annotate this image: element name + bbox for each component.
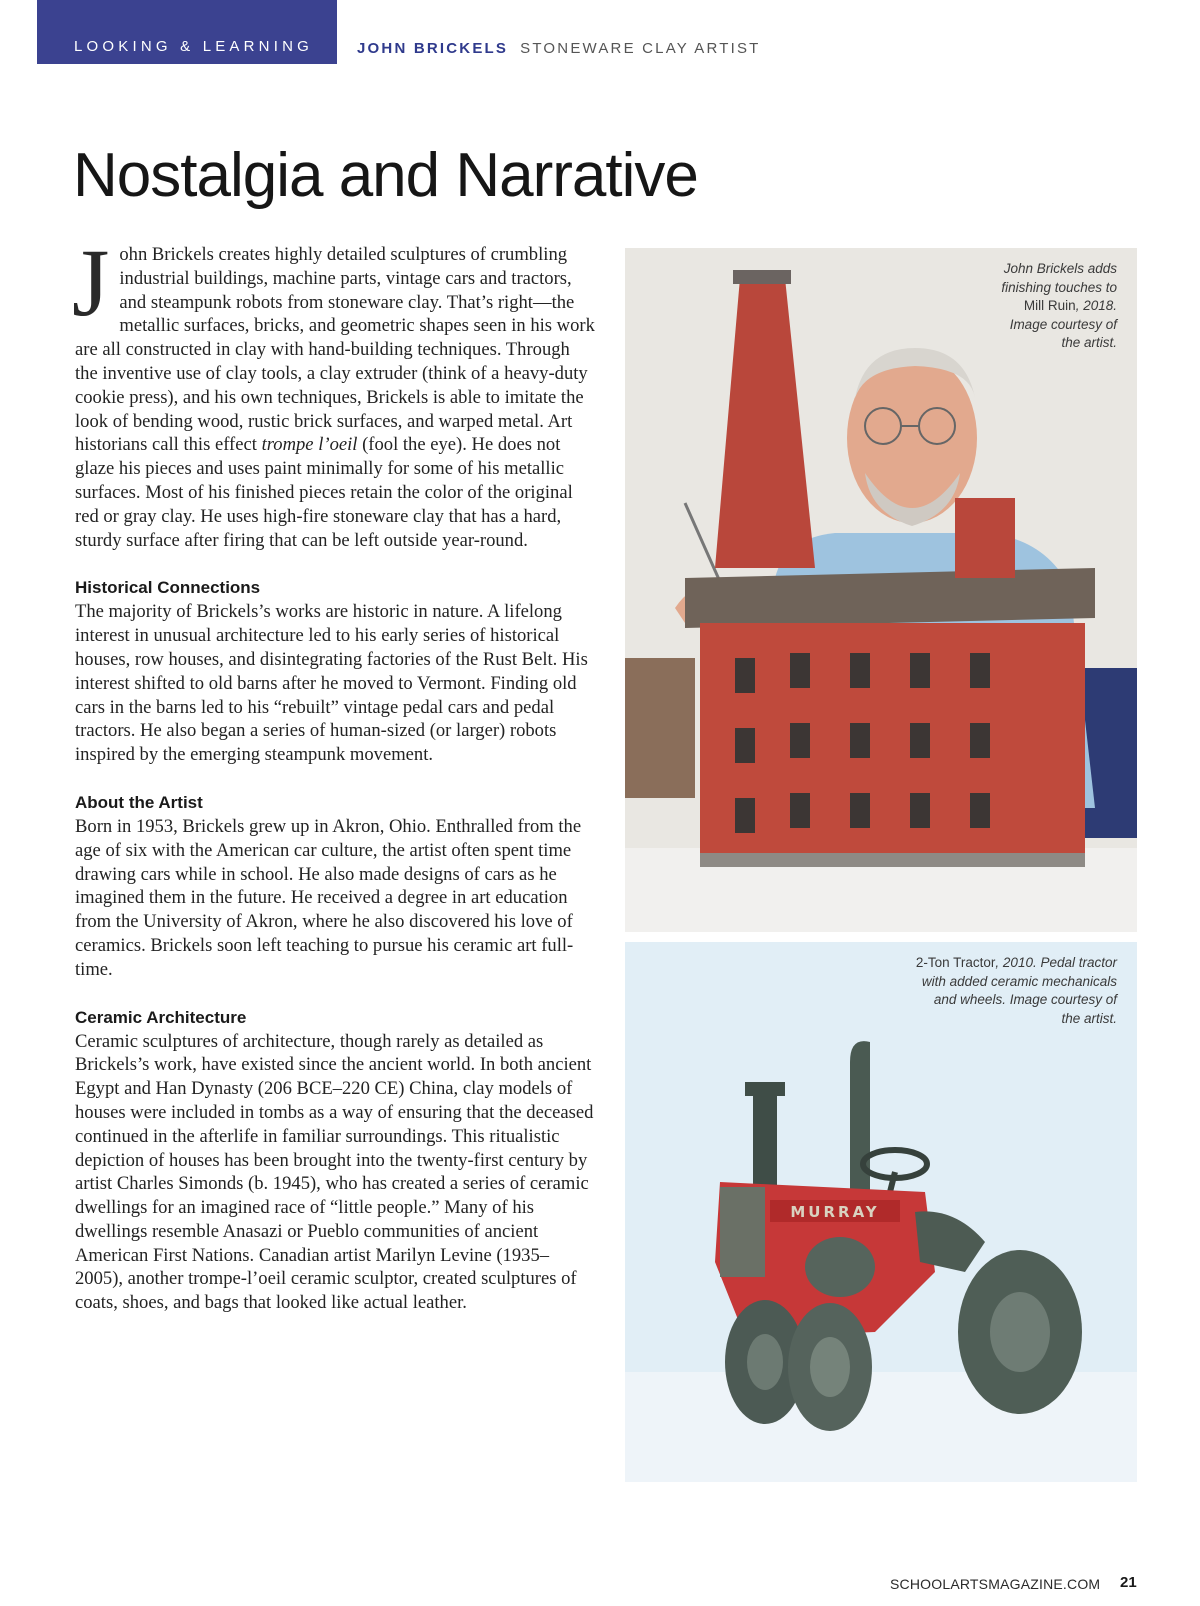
tractor-photo (625, 942, 1137, 1482)
section-label: LOOKING & LEARNING (74, 38, 313, 55)
mill-caption-credit: Image courtesy of the artist. (1009, 316, 1117, 350)
artist-name: JOHN BRICKELS (357, 40, 509, 57)
tractor-caption-title: 2-Ton Tractor (915, 955, 996, 970)
intro-paragraph (72, 229, 595, 552)
mill-caption-title: Mill Ruin (1023, 298, 1076, 313)
tractor-badge-text: MURRAY (790, 1203, 880, 1221)
intro-italic-term: trompe l’oeil (261, 434, 358, 456)
mill-ruin-caption (997, 260, 1117, 353)
intro-text-end: (fool the eye). He does not glaze his pieces and uses paint minimally for some of his metallic surfaces. Most of his finished pieces retain the color of the original red or gray clay. He uses high-fire stoneware clay that has a hard, sturdy surface after firing that can be left outside year-round. (75, 434, 573, 551)
mill-caption-year: 2018. (1083, 298, 1117, 313)
footer-site: SCHOOLARTSMAGAZINE.COM (890, 1576, 1101, 1592)
artist-role: STONEWARE CLAY ARTIST (520, 40, 761, 57)
section-body-about: Born in 1953, Brickels grew up in Akron, Ohio. Enthralled from the age of six with the American car culture, the artist often spent time drawing cars while in school. He also made designs of cars as he imagined them in the future. He received a degree in art education from the University of Akron, where he also discovered his love of ceramics. Brickels soon left teaching to pursue his ceramic art full-time. (75, 815, 582, 980)
mill-caption-lead: John Brickels adds finishing touches to (1001, 261, 1117, 295)
tractor-caption-rest: 2010. Pedal tractor with added ceramic mechanicals and wheels. Image courtesy of the artist. (921, 955, 1117, 1026)
tractor-caption-mid: , (995, 955, 1003, 970)
tractor-badge-group (770, 1200, 900, 1222)
page-number: 21 (1120, 1574, 1137, 1591)
mill-caption-mid: , (1075, 298, 1084, 313)
page-title: Nostalgia and Narrative (73, 141, 698, 210)
section-body-ceramic: Ceramic sculptures of architecture, though rarely as detailed as Brickels’s work, have existed since the ancient world. In both ancient Egypt and Han Dynasty (206 BCE–220 CE) China, clay models of houses were included in tombs as a way of ensuring that the deceased continued in the afterlife in familiar surroundings. This ritualistic depiction of houses has been brought into the twenty-first century by artist Charles Simonds (b. 1945), who has created a series of ceramic dwellings for an imagined race of “little people.” Many of his dwellings resemble Anasazi or Pueblo communities of ancient American First Nations. Canadian artist Marilyn Levine (1935–2005), another trompe-l’oeil ceramic sculptor, created sculptures of coats, shoes, and bags that looked like actual leather. (75, 1030, 594, 1314)
section-tab (37, 0, 337, 64)
intro-text-start: ohn Brickels creates highly detailed sculptures of crumbling industrial buildings, machine parts, vintage cars and tractors, and steampunk robots from stoneware clay. That’s right—the metallic surfaces, bricks, and geometric shapes seen in his work are all constructed in clay with hand-building techniques. Through the inventive use of clay tools, a clay extruder (think of a heavy-duty cookie press), and his own techniques, Brickels is able to imitate the look of bending wood, rustic brick surfaces, and warped metal. Art historians call this effect (75, 244, 595, 456)
tractor-caption (912, 954, 1117, 1028)
section-body-historical: The majority of Brickels’s works are historic in nature. A lifelong interest in unusual architecture led to his early series of historical houses, row houses, and disintegrating factories of the Rust Belt. His interest shifted to old barns after he moved to Vermont. Finding old cars in the barns led to his “rebuilt” vintage pedal cars and pedal tractors. He also began a series of human-sized (or larger) robots inspired by the emerging steampunk movement. (75, 601, 588, 766)
drop-cap: J (72, 229, 110, 336)
section-heading-ceramic: Ceramic Architecture (75, 1007, 247, 1027)
section-heading-about: About the Artist (75, 792, 203, 812)
mill-ruin-photo (625, 248, 1137, 932)
section-heading-historical: Historical Connections (75, 578, 261, 598)
running-header (357, 40, 761, 57)
article-body (72, 229, 595, 1315)
